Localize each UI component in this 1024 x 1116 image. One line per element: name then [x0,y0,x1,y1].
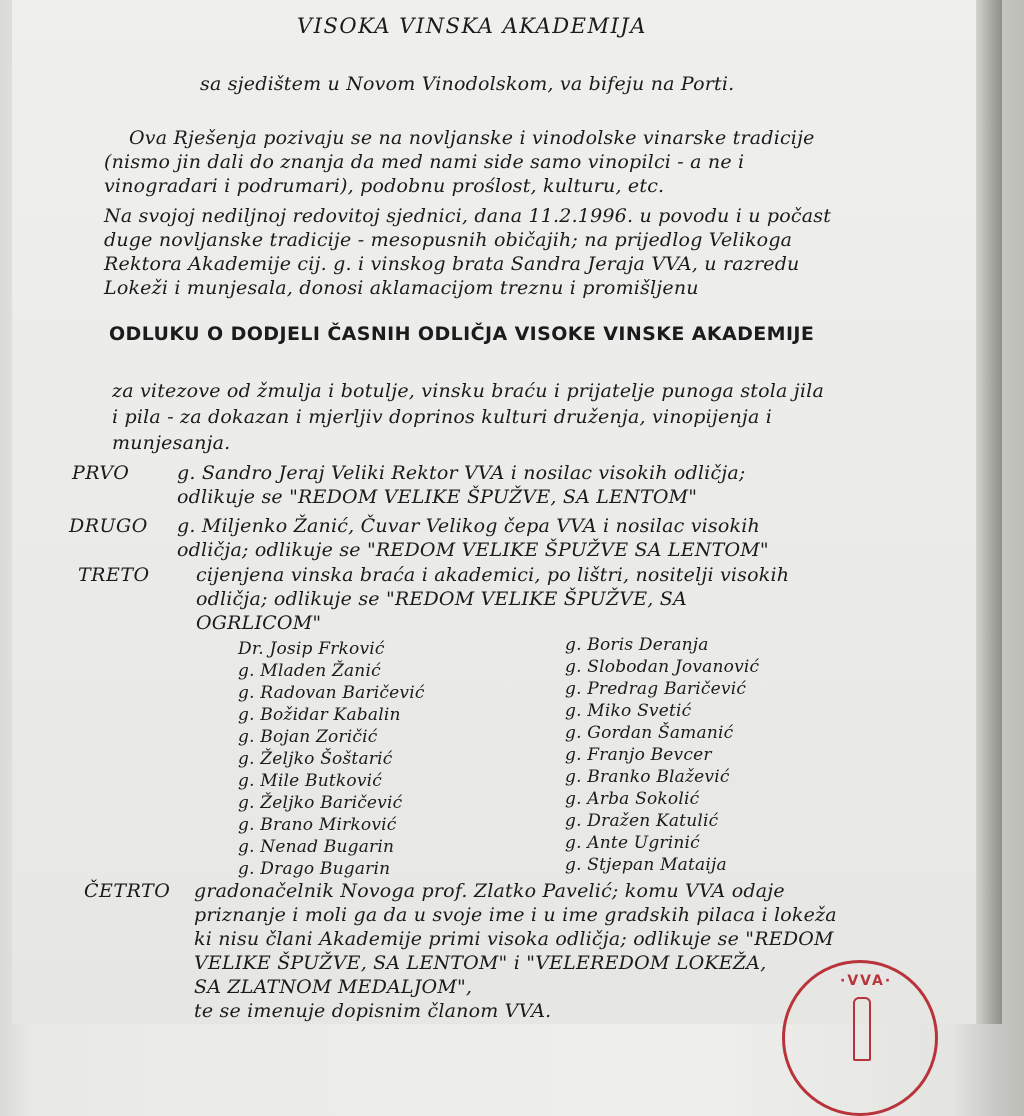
item-line: priznanje i moli ga da u svoje ime i u ime gradskih pilaca i lokeža [194,904,837,926]
recipient-name: g. Dražen Katulić [565,811,719,831]
item-line: odličja; odlikuje se "REDOM VELIKE ŠPUŽVE, SA [196,588,687,610]
item-line: ki nisu člani Akademije primi visoka odličja; odlikuje se "REDOM [194,928,834,950]
intro-line: Rektora Akademije cij. g. i vinskog brata Sandra Jeraja VVA, u razredu [104,253,800,275]
intro-line: vinogradari i podrumari), podobnu proślost, kulturu, etc. [104,175,665,197]
recipient-name: g. Franjo Bevcer [565,745,712,765]
recipient-name: g. Željko Baričević [238,793,403,813]
recipient-name: g. Drago Bugarin [238,859,391,879]
item-line: VELIKE ŠPUŽVE, SA LENTOM" i "VELEREDOM LOKEŽA, [194,952,767,974]
recipient-name: Dr. Josip Frković [238,639,385,659]
purpose-line: i pila - za dokazan i mjerljiv doprinos kulturi druženja, vinopijenja i [112,406,773,428]
recipient-name: g. Branko Blažević [565,767,730,787]
item-line: OGRLICOM" [196,612,322,634]
academy-stamp [782,960,938,1116]
recipient-name: g. Brano Mirković [238,815,397,835]
item-line: odlikuje se "REDOM VELIKE ŠPUŽVE, SA LENTOM" [177,486,698,508]
recipient-name: g. Mladen Žanić [238,661,381,681]
item-label-prvo: PRVO [72,462,130,484]
document-subtitle: sa sjedištem u Novom Vinodolskom, va bifeju na Porti. [200,73,735,95]
purpose-line: za vitezove od žmulja i botulje, vinsku braću i prijatelje punoga stola jila [112,380,824,402]
recipient-name: g. Radovan Baričević [238,683,425,703]
document-sheet [12,0,1002,1024]
item-label-drugo: DRUGO [69,515,148,537]
item-line: SA ZLATNOM MEDALJOM", [194,976,473,998]
document-edge [976,0,1002,1024]
recipient-name: g. Božidar Kabalin [238,705,401,725]
decision-heading: ODLUKU O DODJELI ČASNIH ODLIČJA VISOKE VINSKE AKADEMIJE [109,323,815,345]
recipient-name: g. Arba Sokolić [565,789,700,809]
recipient-name: g. Nenad Bugarin [238,837,395,857]
intro-line: Na svojoj nediljnoj redovitoj sjednici, dana 11.2.1996. u povodu i u počast [104,205,832,227]
item-line: g. Sandro Jeraj Veliki Rektor VVA i nosilac visokih odličja; [177,462,746,484]
recipient-name: g. Gordan Šamanić [565,723,734,743]
recipient-name: g. Ante Ugrinić [565,833,700,853]
item-line: odličja; odlikuje se "REDOM VELIKE ŠPUŽVE SA LENTOM" [177,539,769,561]
recipient-name: g. Miko Svetić [565,701,692,721]
bottle-icon [853,997,871,1061]
stamp-text: ·VVA· [840,973,893,989]
recipient-name: g. Mile Butković [238,771,383,791]
intro-line: Ova Rješenja pozivaju se na novljanske i vinodolske vinarske tradicije [129,127,815,149]
intro-line: Lokeži i munjesala, donosi aklamacijom treznu i promišljenu [104,277,699,299]
recipient-name: g. Predrag Baričević [565,679,747,699]
item-label-cetrto: ČETRTO [84,880,171,902]
item-line: g. Miljenko Žanić, Čuvar Velikog čepa VVA i nosilac visokih [177,515,760,537]
recipient-name: g. Slobodan Jovanović [565,657,760,677]
item-line: gradonačelnik Novoga prof. Zlatko Pavelić; komu VVA odaje [194,880,785,902]
intro-line: (nismo jin dali do znanja da med nami side samo vinopilci - a ne i [104,151,745,173]
recipient-name: g. Bojan Zoričić [238,727,378,747]
recipient-name: g. Željko Šoštarić [238,749,393,769]
recipient-name: g. Stjepan Mataija [565,855,727,875]
item-line: cijenjena vinska braća i akademici, po lištri, nositelji visokih [196,564,790,586]
item-label-treto: TRETO [78,564,150,586]
document-title: VISOKA VINSKA AKADEMIJA [297,14,647,38]
purpose-line: munjesanja. [112,432,231,454]
recipient-name: g. Boris Deranja [565,635,709,655]
item-line: te se imenuje dopisnim članom VVA. [194,1000,552,1022]
intro-line: duge novljanske tradicije - mesopusnih običajih; na prijedlog Velikoga [104,229,793,251]
